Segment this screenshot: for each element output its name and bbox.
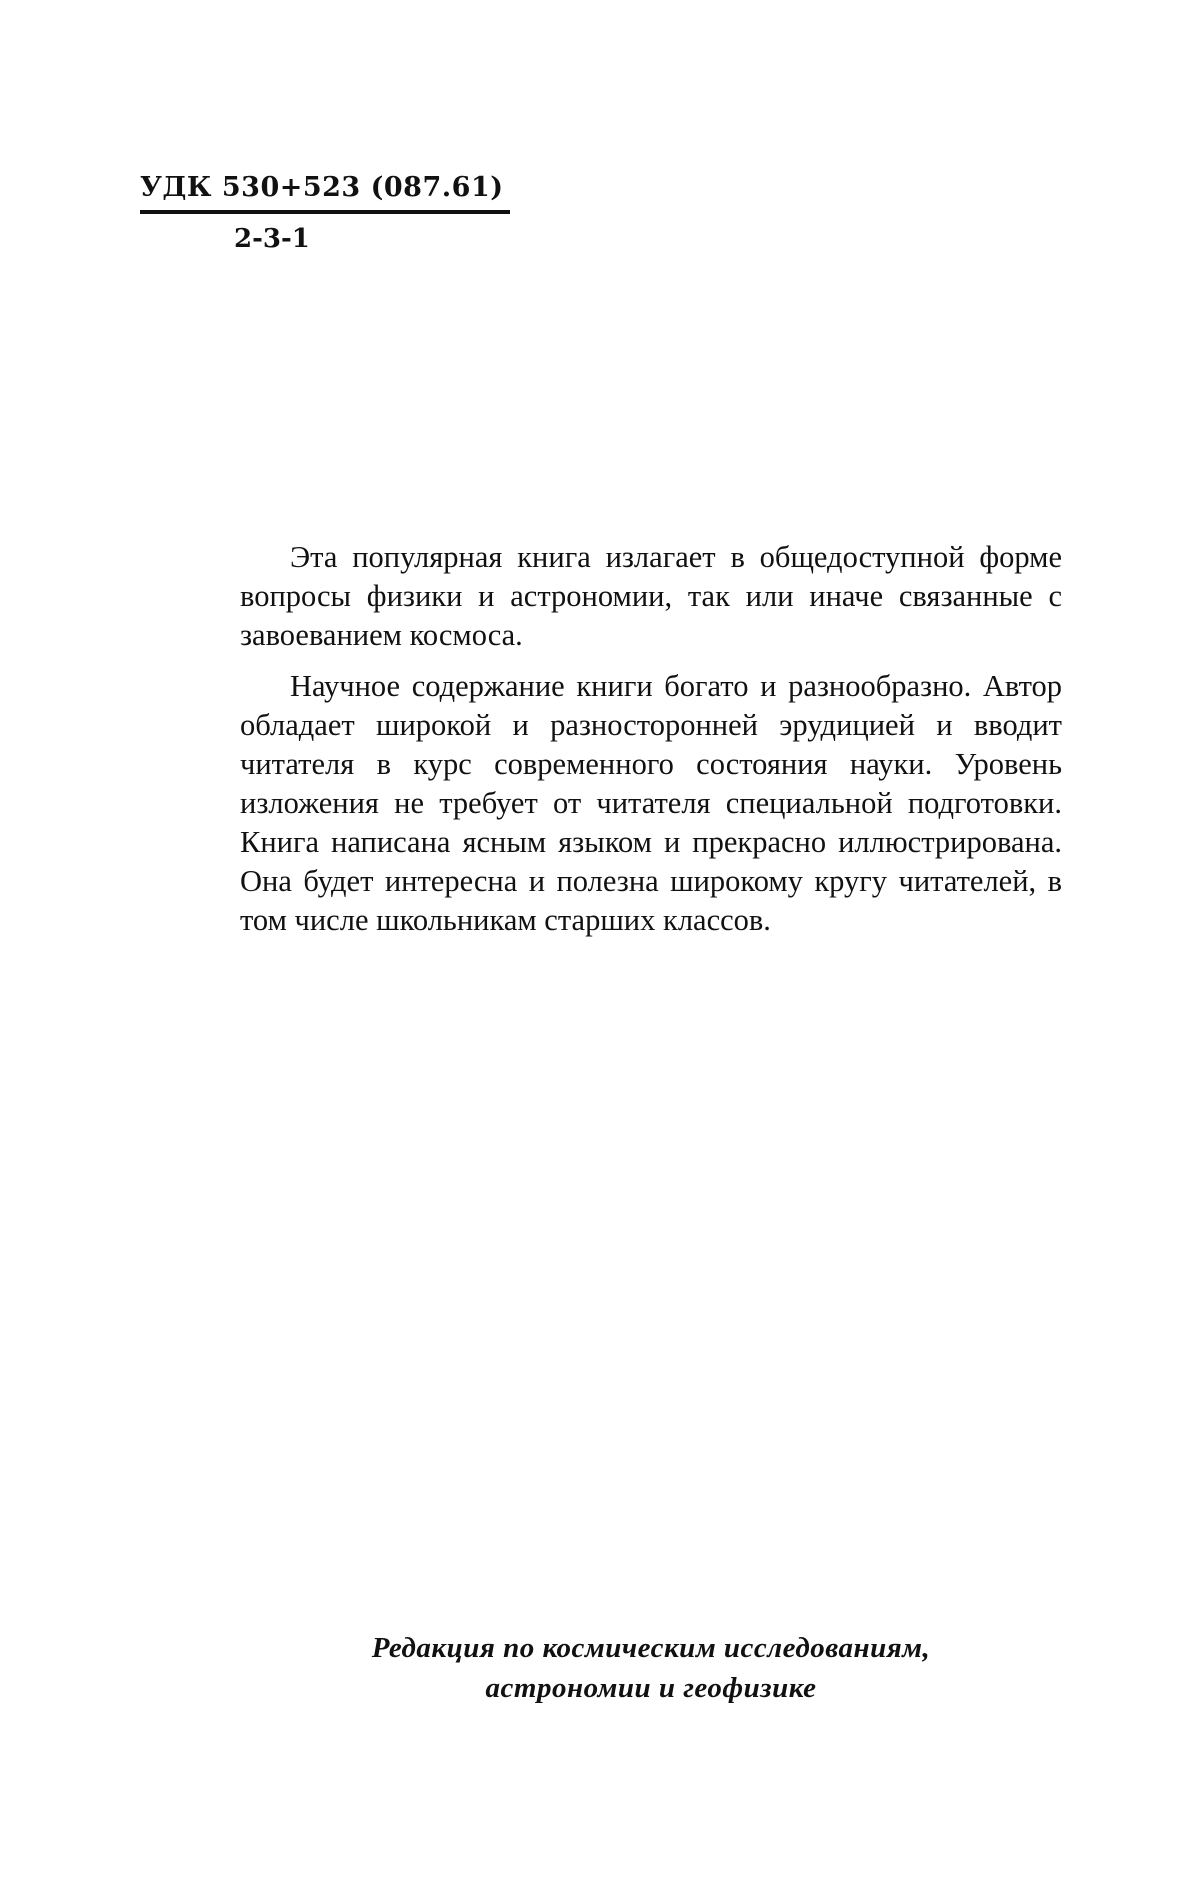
udk-divider (140, 210, 510, 214)
catalog-code: 2-3-1 (234, 224, 310, 254)
editorial-office (240, 1628, 1062, 1708)
udk-code: УДК 530+523 (087.61) (140, 172, 504, 203)
editorial-line-2: астрономии и геофизике (485, 1672, 817, 1704)
classification-block (140, 170, 510, 256)
annotation-paragraph-2: Научное содержание книги богато и разнообразно. Автор обладает широкой и разносторонней эрудицией и вводит читателя в курс современного состояния науки. Уровень изложения не требует от читателя специальной подготовки. Книга написана ясным языком и прекрасно иллюстрирована. Она будет интересна и полезна широкому кругу читателей, в том числе школьникам старших классов. (240, 669, 1062, 937)
editorial-line-1: Редакция по космическим исследованиям, (371, 1632, 931, 1664)
book-annotation (240, 538, 1062, 952)
annotation-paragraph-1: Эта популярная книга излагает в общедоступной форме вопросы физики и астрономии, так или иначе связанные с завоеванием космоса. (240, 540, 1062, 652)
